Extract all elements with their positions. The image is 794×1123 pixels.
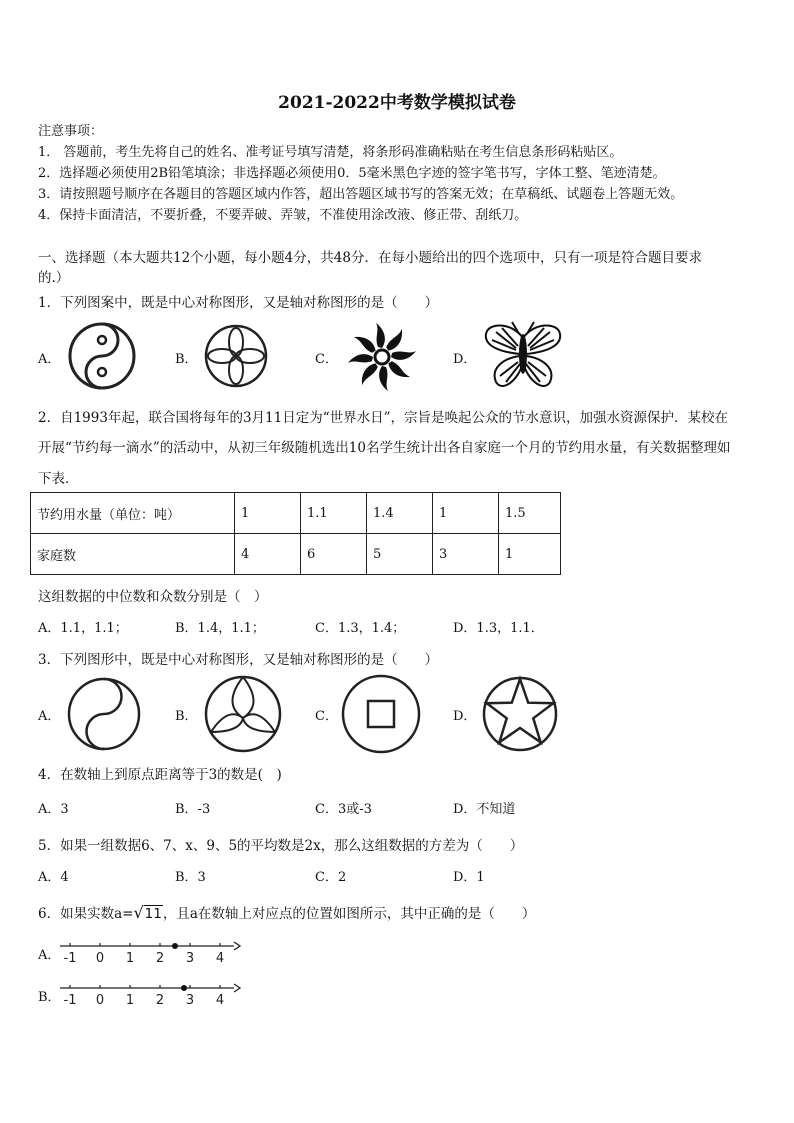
number-line-b xyxy=(58,980,240,1010)
water-saving-table xyxy=(30,492,561,575)
q3-option-b-label: B． xyxy=(175,709,198,724)
arrow-icon xyxy=(234,984,240,992)
q2-option-b: B．1.4，1.1； xyxy=(175,621,265,636)
q2-stem-line3: 下表． xyxy=(38,471,79,487)
q1-option-c-label: C． xyxy=(315,352,338,367)
q6-option-b-label: B． xyxy=(38,990,61,1005)
point-a-marker xyxy=(172,943,178,949)
flower-circle-figure xyxy=(202,322,270,390)
note-item: 1． 答题前，考生先将自己的姓名、准考证号填写清楚，将条形码准确粘贴在考生信息条形码粘贴区。 xyxy=(38,145,623,160)
arrow-icon xyxy=(234,942,240,950)
q5-option-a: A．4 xyxy=(38,870,69,885)
tick-label: 2 xyxy=(155,993,165,1008)
pinwheel-flower-figure xyxy=(342,318,422,396)
q2-option-d: D．1.3，1.1． xyxy=(453,621,544,636)
q3-option-d-label: D． xyxy=(453,709,477,724)
star-in-circle-figure xyxy=(481,675,559,753)
note-item: 3．请按照题号顺序在各题目的答题区域内作答，超出答题区域书写的答案无效；在草稿纸、试题卷上答题无效。 xyxy=(38,187,684,202)
table-cell: 1.4 xyxy=(367,493,433,534)
q1-stem: 1．下列图案中，既是中心对称图形，又是轴对称图形的是（ ） xyxy=(38,295,439,311)
q6-stem-prefix: 6．如果实数a= xyxy=(38,906,134,922)
table-cell: 1 xyxy=(433,493,499,534)
q1-option-b-label: B． xyxy=(175,352,198,367)
q5-stem: 5．如果一组数据6、7、x、9、5的平均数是2x，那么这组数据的方差为（ ） xyxy=(38,838,524,854)
page-title: 2021-2022中考数学模拟试卷 xyxy=(278,93,516,113)
q2-option-a: A．1.1，1.1； xyxy=(38,621,128,636)
table-cell: 4 xyxy=(235,534,301,575)
section-heading-line1: 一、选择题（本大题共12个小题，每小题4分，共48分．在每小题给出的四个选项中，只有一项是符合题目要求 xyxy=(38,250,702,266)
tick-label: 3 xyxy=(185,993,195,1008)
q2-stem-line1: 2．自1993年起，联合国将每年的3月11日定为“世界水日”，宗旨是唤起公众的节水意识，加强水资源保护．某校在 xyxy=(38,410,729,426)
q5-option-c: C．2 xyxy=(315,870,347,885)
q3-option-c-label: C． xyxy=(315,709,338,724)
q1-option-a-label: A． xyxy=(38,352,61,367)
table-cell: 1.5 xyxy=(499,493,561,534)
notes-heading: 注意事项： xyxy=(38,124,104,139)
q4-option-b: B．-3 xyxy=(175,802,211,817)
square-hole-coin-figure xyxy=(340,673,422,755)
tick-label: -1 xyxy=(63,993,77,1008)
table-header-cell: 节约用水量（单位：吨） xyxy=(31,493,235,534)
table-cell: 1.1 xyxy=(301,493,367,534)
q4-option-a: A．3 xyxy=(38,802,69,817)
q4-option-d: D．不知道 xyxy=(453,802,516,817)
yin-yang-figure xyxy=(66,320,138,392)
radical-sign-icon: √ xyxy=(133,903,144,922)
three-petal-circle-figure xyxy=(202,674,284,754)
number-line-a xyxy=(58,938,240,968)
q2-question: 这组数据的中位数和众数分别是（ ） xyxy=(38,589,268,605)
q4-option-c: C．3或-3 xyxy=(315,802,372,817)
q6-stem xyxy=(38,902,535,922)
butterfly-figure xyxy=(482,320,564,392)
note-item: 4．保持卡面清洁，不要折叠，不要弄破、弄皱，不准使用涂改液、修正带、刮纸刀。 xyxy=(38,208,528,223)
point-a-marker xyxy=(181,985,187,991)
table-row xyxy=(31,493,561,534)
tick-label: 1 xyxy=(125,993,135,1008)
table-row xyxy=(31,534,561,575)
q5-option-d: D．1 xyxy=(453,870,485,885)
sqrt-radicand: 11 xyxy=(144,906,162,922)
q2-stem-line2: 开展“节约每一滴水”的活动中，从初三年级随机选出10名学生统计出各自家庭一个月的节约用水量，有关数据整理如 xyxy=(38,440,731,456)
s-curve-circle-figure xyxy=(66,676,142,752)
table-header-cell: 家庭数 xyxy=(31,534,235,575)
note-item: 2．选择题必须使用2B铅笔填涂；非选择题必须使用0．5毫米黑色字迹的签字笔书写，字体工整、笔迹清楚。 xyxy=(38,166,666,181)
q6-stem-suffix: ，且a在数轴上对应点的位置如图所示，其中正确的是（ ） xyxy=(162,906,536,922)
section-heading-line2: 的.） xyxy=(38,270,70,286)
table-cell: 3 xyxy=(433,534,499,575)
q1-option-d-label: D． xyxy=(453,352,477,367)
q5-option-b: B．3 xyxy=(175,870,206,885)
tick-label: 1 xyxy=(125,951,135,966)
q2-option-c: C．1.3，1.4； xyxy=(315,621,406,636)
tick-label: 2 xyxy=(155,951,165,966)
q6-option-a-label: A． xyxy=(38,948,61,963)
q3-option-a-label: A． xyxy=(38,709,61,724)
tick-label: 4 xyxy=(215,993,225,1008)
table-cell: 6 xyxy=(301,534,367,575)
table-cell: 1 xyxy=(499,534,561,575)
table-cell: 5 xyxy=(367,534,433,575)
tick-label: 3 xyxy=(185,951,195,966)
tick-label: 0 xyxy=(95,993,105,1008)
q3-stem: 3．下列图形中，既是中心对称图形，又是轴对称图形的是（ ） xyxy=(38,652,439,668)
q4-stem: 4．在数轴上到原点距离等于3的数是( ) xyxy=(38,767,282,783)
tick-label: 4 xyxy=(215,951,225,966)
sqrt-expression xyxy=(133,903,162,922)
tick-label: 0 xyxy=(95,951,105,966)
tick-label: -1 xyxy=(63,951,77,966)
table-cell: 1 xyxy=(235,493,301,534)
